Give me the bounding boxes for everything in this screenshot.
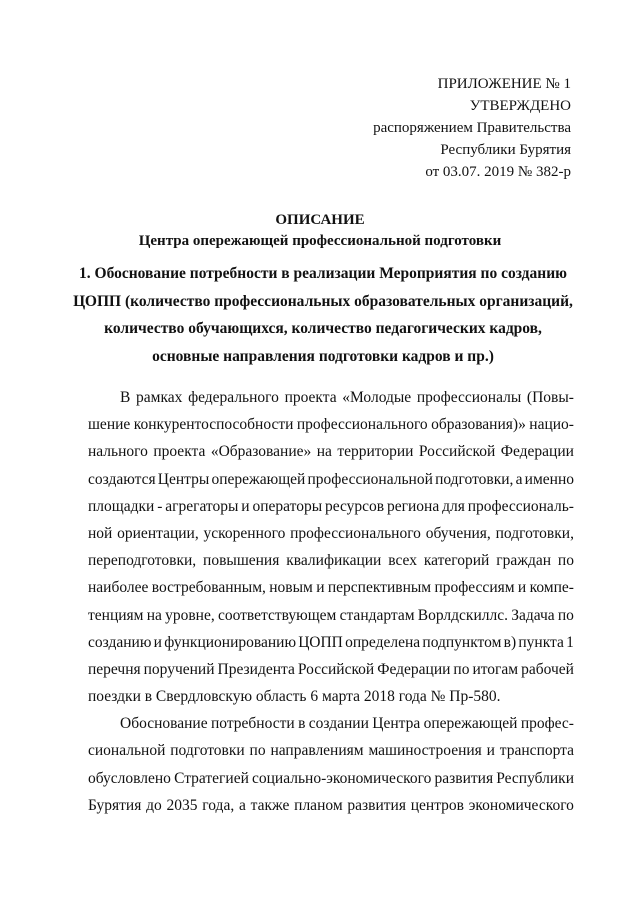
paragraph-line: переподготовки, повышения квалификации всех категорий граждан по	[88, 552, 574, 570]
paragraph-line: перечня поручений Президента Российской Федерации по итогам рабочей	[88, 660, 574, 678]
paragraph-line: поездки в Свердловскую область 6 марта 2018 года № Пр-580.	[88, 688, 501, 706]
paragraph-line: обусловлено Стратегией социально-экономического развития Республики	[88, 769, 574, 787]
paragraph-line: Бурятия до 2035 года, а также планом развития центров экономического	[88, 796, 574, 814]
annex-label: ПРИЛОЖЕНИЕ № 1	[437, 76, 571, 92]
paragraph-line: тенциям на уровне, соответствующем стандартам Ворлдскиллс. Задача по	[88, 606, 574, 624]
approval-stamp	[373, 73, 571, 183]
paragraph-line: Обоснование потребности в создании Центра опережающей профес-	[120, 715, 574, 733]
approved-label: УТВЕРЖДЕНО	[469, 98, 571, 114]
section-heading	[68, 260, 578, 370]
order-label: распоряжением Правительства	[373, 120, 571, 136]
paragraph-line: создаются Центры опережающей профессиональной подготовки, а именно	[88, 470, 574, 488]
title-subheading: Центра опережающей профессиональной подготовки	[138, 233, 502, 249]
section-heading-line: ЦОПП (количество профессиональных образовательных организаций,	[73, 292, 573, 310]
paragraph-line: сиональной подготовки по направлениям машиностроения и транспорта	[88, 742, 574, 760]
paragraph-line: нального проекта «Образование» на территории Российской Федерации	[88, 443, 574, 461]
document-title	[60, 210, 580, 252]
paragraph-line: наиболее востребованным, новым и перспективным профессиям и компе-	[88, 579, 574, 597]
paragraph-line: шение конкурентоспособности профессионального образования)» нацио-	[88, 416, 574, 434]
paragraph-line: ной ориентации, ускоренного профессионального обучения, подготовки,	[88, 524, 574, 542]
body-text	[88, 384, 574, 819]
paragraph-line: площадки - агрегаторы и операторы ресурсов региона для профессиональ-	[88, 497, 574, 515]
republic-label: Республики Бурятия	[440, 142, 571, 158]
paragraph-1	[88, 384, 574, 710]
order-date: от 03.07. 2019 № 382-р	[425, 164, 571, 180]
section-heading-line: количество обучающихся, количество педагогических кадров,	[104, 320, 542, 337]
paragraph-line: созданию и функционированию ЦОПП определена подпунктом в) пункта 1	[88, 633, 574, 651]
paragraph-2	[88, 710, 574, 819]
section-heading-line: 1. Обоснование потребности в реализации Мероприятия по созданию	[79, 265, 567, 282]
paragraph-line: В рамках федерального проекта «Молодые профессионалы (Повы-	[120, 389, 574, 406]
title-heading: ОПИСАНИЕ	[275, 212, 365, 228]
section-heading-line: основные направления подготовки кадров и пр.)	[152, 347, 494, 365]
